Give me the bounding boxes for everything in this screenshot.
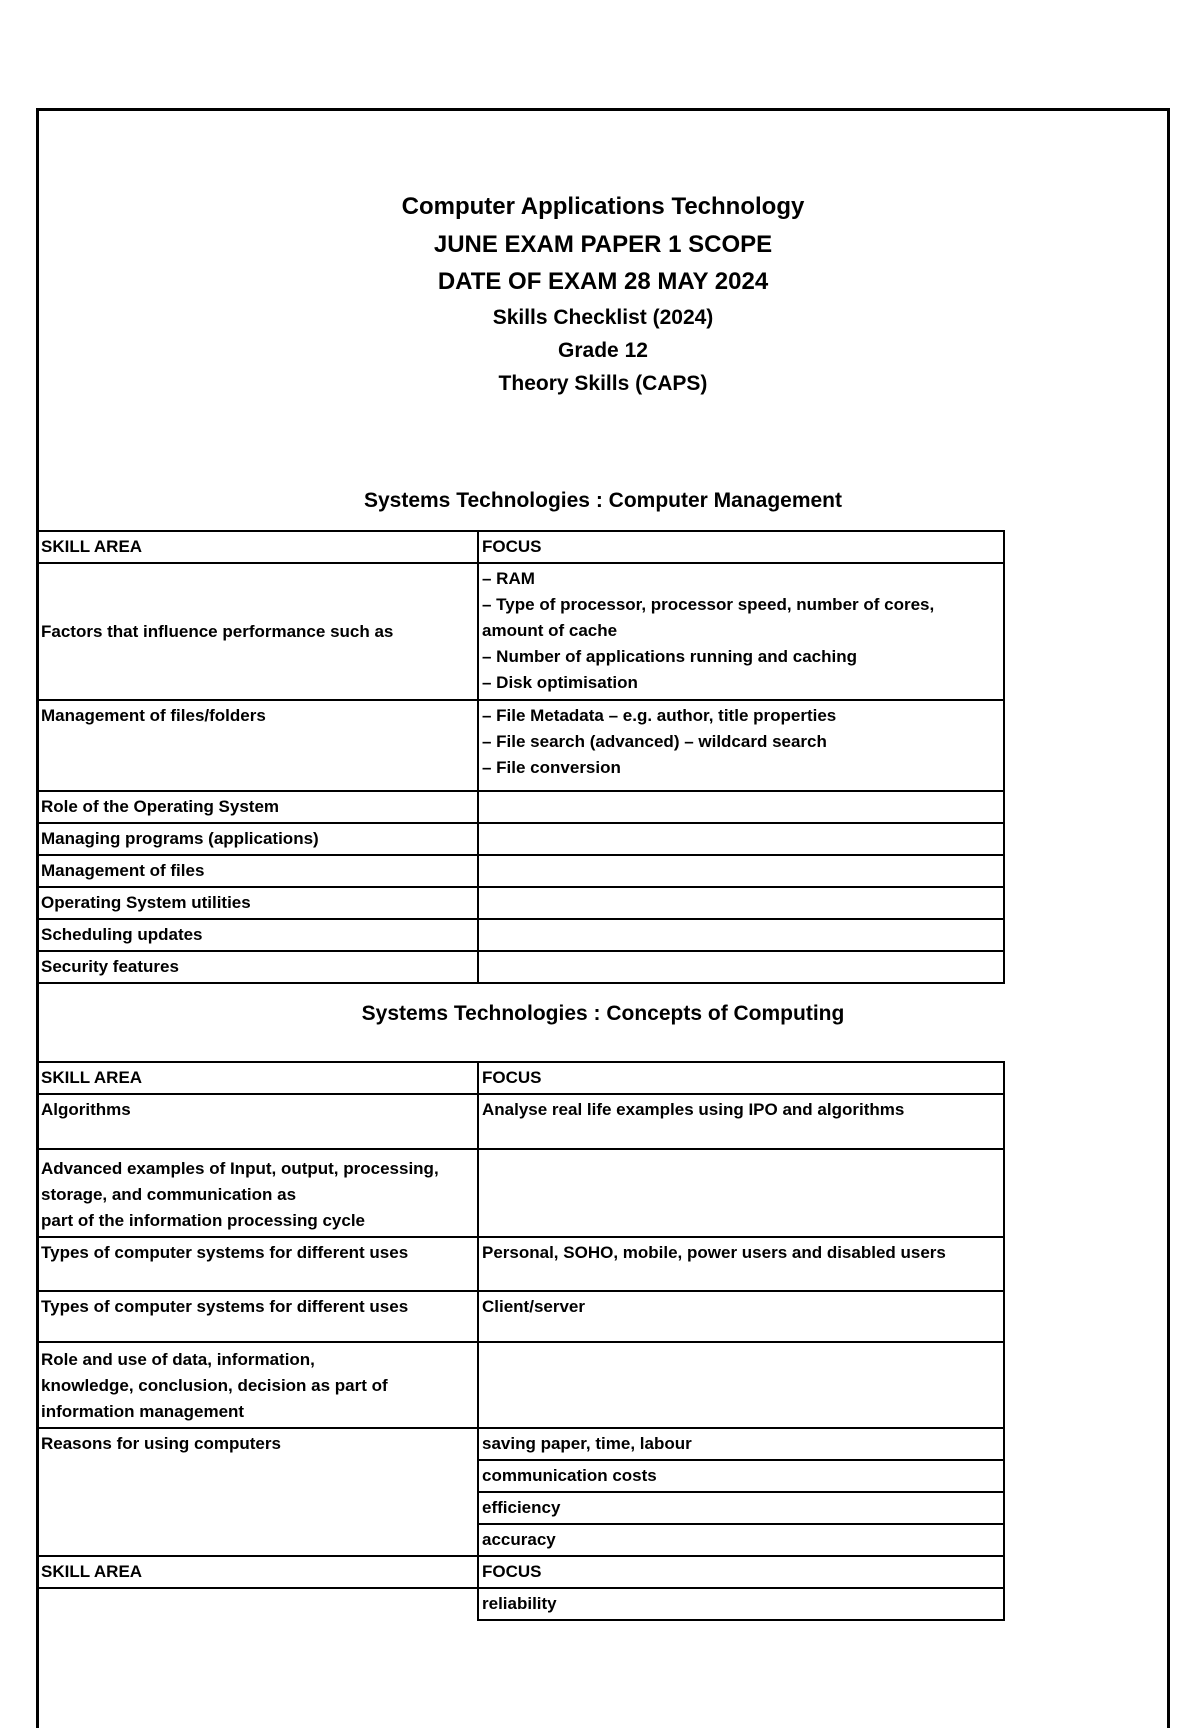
skill-line: Algorithms <box>41 1100 131 1119</box>
focus-line: – RAM <box>482 569 535 588</box>
skill-line: Role and use of data, information, <box>41 1350 315 1369</box>
section-title-computer-management: Systems Technologies : Computer Management <box>363 489 843 512</box>
focus-line: – Disk optimisation <box>482 673 638 692</box>
exam-date: DATE OF EXAM 28 MAY 2024 <box>437 268 769 295</box>
table-header-row <box>38 1062 1004 1094</box>
skill-line: information management <box>41 1402 245 1421</box>
skill-area-header: SKILL AREA <box>38 531 478 563</box>
skill-cell <box>38 1342 478 1428</box>
focus-cell <box>478 1342 1004 1428</box>
skill-cell <box>38 1149 478 1237</box>
focus-line: – File search (advanced) – wildcard search <box>482 732 827 751</box>
exam-scope: JUNE EXAM PAPER 1 SCOPE <box>433 231 773 258</box>
table-row <box>38 563 1004 700</box>
skill-cell: Management of files/folders <box>38 700 478 791</box>
skill-line: knowledge, conclusion, decision as part of <box>41 1376 388 1395</box>
focus-line: – File conversion <box>482 758 621 777</box>
skill-line: Types of computer systems for different uses <box>41 1243 409 1262</box>
table-row <box>38 700 1004 791</box>
checklist-title: Skills Checklist (2024) <box>492 306 714 329</box>
focus-line: – Number of applications running and caching <box>482 647 857 666</box>
focus-cell <box>478 563 1004 700</box>
skill-line: Advanced examples of Input, output, processing, <box>41 1159 439 1178</box>
table-row <box>38 951 1004 983</box>
skill-cell: Role of the Operating System <box>38 791 478 823</box>
skill-area-header: SKILL AREA <box>38 1556 478 1588</box>
focus-cell: communication costs <box>478 1460 1004 1492</box>
focus-cell: accuracy <box>478 1524 1004 1556</box>
focus-cell: saving paper, time, labour <box>478 1428 1004 1460</box>
theory-label: Theory Skills (CAPS) <box>498 372 708 395</box>
focus-cell <box>478 700 1004 791</box>
skill-cell <box>38 1588 478 1620</box>
table-row <box>38 855 1004 887</box>
focus-cell <box>478 951 1004 983</box>
focus-header: FOCUS <box>478 531 1004 563</box>
skill-cell <box>38 1428 478 1556</box>
skill-cell: Factors that influence performance such as <box>38 563 478 700</box>
skill-line: Reasons for using computers <box>41 1434 281 1453</box>
table-row <box>38 1291 1004 1342</box>
focus-line: amount of cache <box>482 621 618 640</box>
focus-cell <box>478 855 1004 887</box>
skill-cell: Scheduling updates <box>38 919 478 951</box>
table-row <box>38 1428 1004 1460</box>
focus-header: FOCUS <box>478 1062 1004 1094</box>
skill-line: part of the information processing cycle <box>41 1211 366 1230</box>
skill-cell: Operating System utilities <box>38 887 478 919</box>
focus-cell: reliability <box>478 1588 1004 1620</box>
table-header-row <box>38 531 1004 563</box>
concepts-of-computing-table <box>38 1061 1005 1621</box>
skill-line: Types of computer systems for different uses <box>41 1297 409 1316</box>
table-row <box>38 1094 1004 1149</box>
focus-line: – File Metadata – e.g. author, title properties <box>482 706 837 725</box>
skill-cell <box>38 1291 478 1342</box>
table-header-row <box>38 1556 1004 1588</box>
skill-cell: Security features <box>38 951 478 983</box>
focus-cell: efficiency <box>478 1492 1004 1524</box>
focus-cell: Personal, SOHO, mobile, power users and disabled users <box>478 1237 1004 1291</box>
document-title: Computer Applications Technology <box>401 193 805 220</box>
skill-cell: Managing programs (applications) <box>38 823 478 855</box>
table-row <box>38 1237 1004 1291</box>
skill-cell <box>38 1094 478 1149</box>
table-row <box>38 1342 1004 1428</box>
focus-line: – Type of processor, processor speed, number of cores, <box>482 595 935 614</box>
skill-cell: Management of files <box>38 855 478 887</box>
focus-cell <box>478 823 1004 855</box>
table-row <box>38 823 1004 855</box>
skill-cell <box>38 1237 478 1291</box>
table-row <box>38 887 1004 919</box>
focus-cell <box>478 1149 1004 1237</box>
focus-cell: Client/server <box>478 1291 1004 1342</box>
section-title-concepts-of-computing: Systems Technologies : Concepts of Computing <box>361 1002 845 1025</box>
grade-label: Grade 12 <box>558 339 648 362</box>
focus-cell: Analyse real life examples using IPO and algorithms <box>478 1094 1004 1149</box>
skill-line: storage, and communication as <box>41 1185 297 1204</box>
focus-cell <box>478 919 1004 951</box>
computer-management-table <box>38 530 1005 984</box>
table-row <box>38 791 1004 823</box>
focus-cell <box>478 887 1004 919</box>
table-row <box>38 919 1004 951</box>
focus-header: FOCUS <box>478 1556 1004 1588</box>
skill-area-header: SKILL AREA <box>38 1062 478 1094</box>
table-row <box>38 1588 1004 1620</box>
focus-cell <box>478 791 1004 823</box>
table-row <box>38 1149 1004 1237</box>
